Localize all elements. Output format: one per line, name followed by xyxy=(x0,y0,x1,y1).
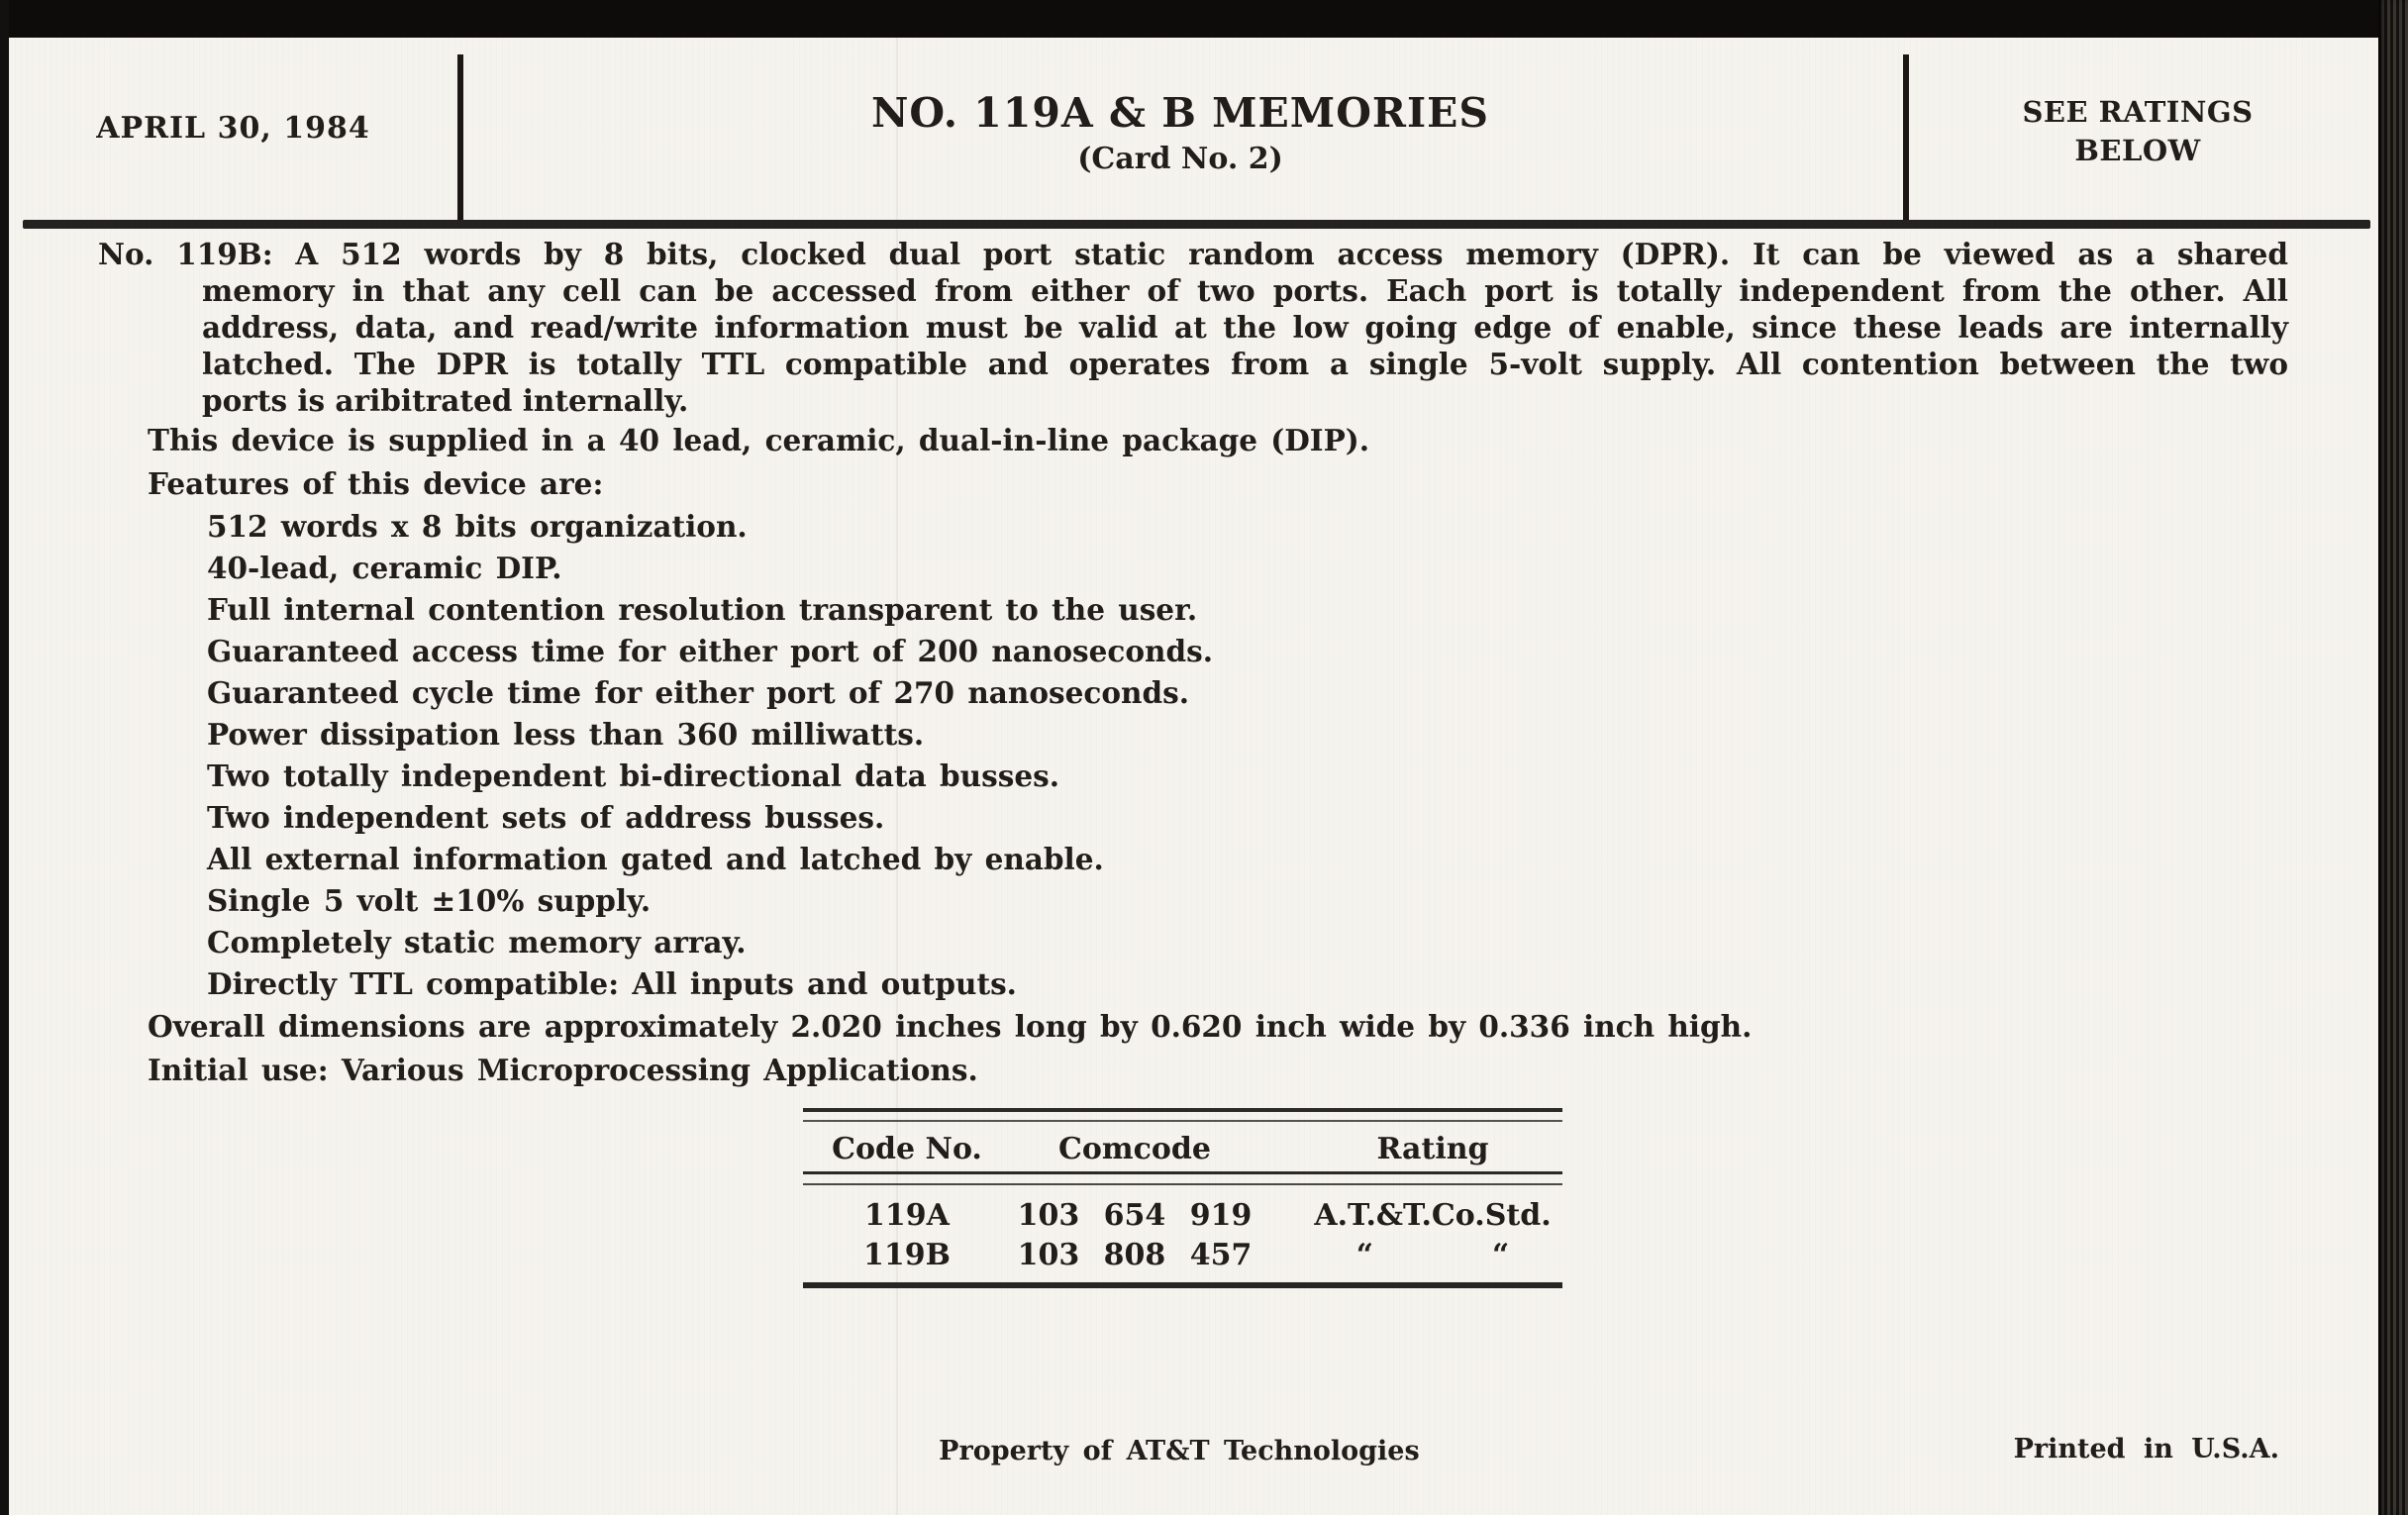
printed-in-usa-notice: Printed in U.S.A. xyxy=(2013,1434,2279,1464)
feature-item: Directly TTL compatible: All inputs and outputs. xyxy=(207,966,1017,1001)
features-heading: Features of this device are: xyxy=(148,466,604,501)
page-title: NO. 119A & B MEMORIES xyxy=(870,89,1490,137)
features-list xyxy=(98,506,2288,1005)
ditto-mark: “ xyxy=(1492,1237,1510,1272)
table-row xyxy=(803,1195,1562,1235)
paragraph-line: memory in that any cell can be accessed from either of two ports. Each port is totally independent from the other. All xyxy=(202,273,2288,308)
document-sheet xyxy=(9,38,2378,1515)
paragraph-line: ports is aribitrated internally. xyxy=(202,383,689,418)
property-notice: Property of AT&T Technologies xyxy=(939,1436,1420,1466)
feature-item: Power dissipation less than 360 milliwatts. xyxy=(207,717,925,752)
feature-item: Guaranteed access time for either port of 200 nanoseconds. xyxy=(207,634,1213,668)
column-header-comcode: Comcode xyxy=(1058,1131,1211,1166)
initial-use-line: Initial use: Various Microprocessing Applications. xyxy=(148,1053,978,1087)
ditto-mark: “ xyxy=(1355,1237,1373,1272)
feature-item: 40-lead, ceramic DIP. xyxy=(207,551,562,585)
scan-top-band xyxy=(0,0,2408,38)
page-subtitle: (Card No. 2) xyxy=(1077,142,1283,176)
paragraph-line: address, data, and read/write information must be valid at the low going edge of enable, since these leads are internally xyxy=(202,310,2288,345)
ratings-note-line2: BELOW xyxy=(2074,134,2201,167)
table-top-rule xyxy=(803,1108,1562,1122)
feature-item: All external information gated and latched by enable. xyxy=(207,842,1104,876)
paragraph-line: No. 119B: A 512 words by 8 bits, clocked dual port static random access memory (DPR). It can be viewed as a shared xyxy=(98,237,2288,271)
document-date: APRIL 30, 1984 xyxy=(96,111,370,146)
description-paragraph xyxy=(98,236,2288,419)
column-header-rating: Rating xyxy=(1376,1131,1489,1166)
scan-right-edge xyxy=(2378,0,2408,1515)
dimensions-line: Overall dimensions are approximately 2.020 inches long by 0.620 inch wide by 0.336 inch high. xyxy=(148,1009,1753,1044)
feature-item: Single 5 volt ±10% supply. xyxy=(207,883,652,918)
document-body xyxy=(98,230,2288,1288)
header-rule xyxy=(23,220,2370,229)
paragraph-line: latched. The DPR is totally TTL compatible and operates from a single 5-volt supply. All contention between the two xyxy=(202,347,2288,381)
supply-line: This device is supplied in a 40 lead, ceramic, dual-in-line package (DIP). xyxy=(148,423,1370,457)
comcode-value: 103 654 919 xyxy=(1017,1197,1253,1233)
column-header-code-no: Code No. xyxy=(832,1131,982,1166)
feature-item: Full internal contention resolution transparent to the user. xyxy=(207,592,1198,627)
code-no-value: 119B xyxy=(863,1237,951,1272)
table-bottom-rule xyxy=(803,1282,1562,1288)
feature-item: Two totally independent bi-directional data busses. xyxy=(207,758,1059,793)
code-no-value: 119A xyxy=(864,1197,950,1233)
scan-left-edge xyxy=(0,0,9,1515)
comcode-value: 103 808 457 xyxy=(1017,1237,1253,1272)
feature-item: Two independent sets of address busses. xyxy=(207,800,885,835)
rating-ditto-marks xyxy=(1258,1238,1562,1272)
feature-item: 512 words x 8 bits organization. xyxy=(207,509,748,544)
table-header-row xyxy=(803,1126,1562,1171)
table-row xyxy=(803,1235,1562,1274)
table-header-rule xyxy=(803,1171,1562,1185)
header-title-block xyxy=(457,87,1903,180)
ratings-note xyxy=(1903,93,2372,170)
ratings-table xyxy=(803,1108,1562,1288)
rating-value: A.T.&T.Co.Std. xyxy=(1314,1197,1552,1233)
ratings-note-line1: SEE RATINGS xyxy=(2022,95,2254,129)
feature-item: Guaranteed cycle time for either port of 270 nanoseconds. xyxy=(207,675,1190,710)
feature-item: Completely static memory array. xyxy=(207,925,747,960)
